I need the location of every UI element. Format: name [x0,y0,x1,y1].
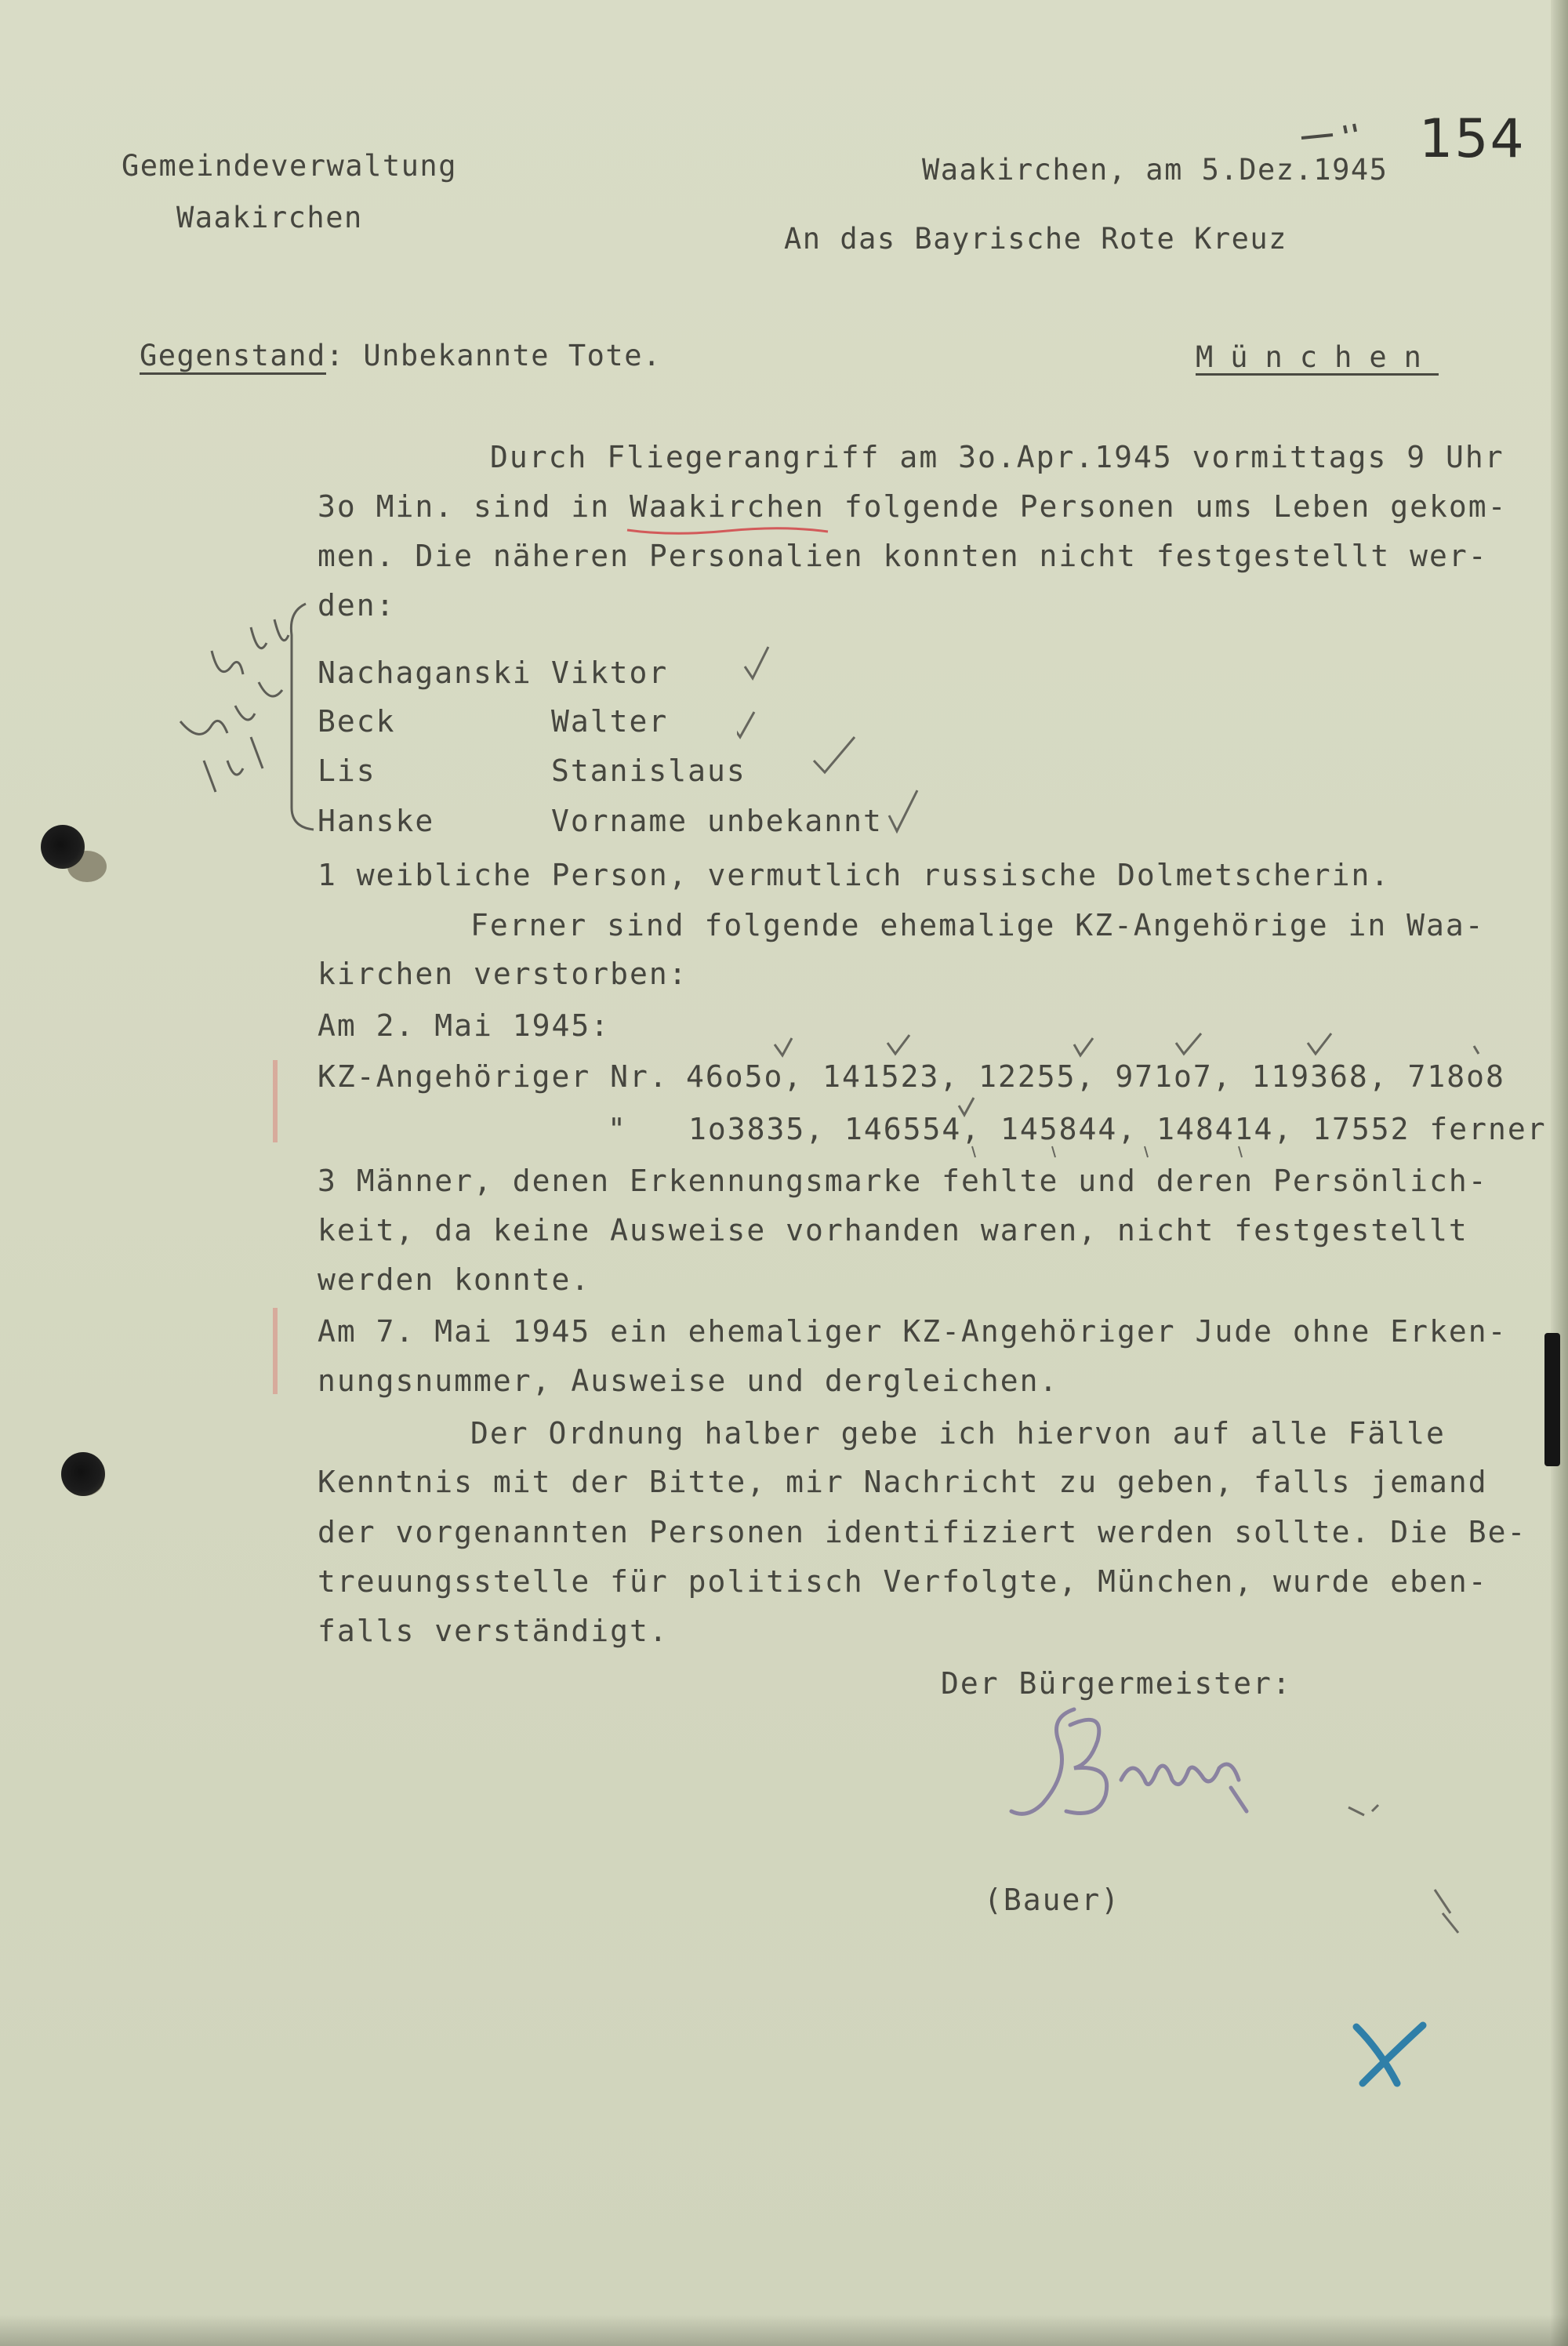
subject-line [140,340,662,372]
sender-line1: Gemeindeverwaltung [122,149,457,183]
punch-hole-top [41,825,85,869]
victim-4-given: Vorname unbekannt [551,804,883,838]
victim-1-given: Viktor [551,656,669,690]
kz-check-marks-icon [768,1027,1505,1168]
para5-line1: Der Ordnung halber gebe ich hiervon auf alle Fälle [470,1416,1446,1451]
kz-numbers-row2: 1o3835, 146554, 145844, 148414, 17552 ferner [688,1112,1547,1146]
para5-line2: Kenntnis mit der Bitte, mir Nachricht zu geben, falls jemand [318,1465,1488,1499]
victim-4-surname: Hanske [318,804,435,838]
para3-line3: werden konnte. [318,1262,591,1297]
page-right-edge [1551,0,1568,2346]
place-date: Waakirchen, am 5.Dez.1945 [922,153,1388,187]
signature-printed-name: (Bauer) [984,1883,1121,1917]
victim-2-surname: Beck [318,704,396,739]
date-may2: Am 2. Mai 1945: [318,1008,611,1043]
kz-prefix: KZ-Angehöriger Nr. [318,1059,669,1094]
subject-colon: : [325,339,345,372]
para1-line2: 3o Min. sind in Waakirchen folgende Personen ums Leben gekom- [318,489,1508,524]
page-bottom-edge [0,2315,1568,2346]
check-mark-icon [886,784,933,839]
para2-line1: Ferner sind folgende ehemalige KZ-Angehörige in Waa- [470,908,1485,942]
kz-numbers-row1: 46o5o, 141523, 12255, 971o7, 119368, 718o8 [686,1059,1505,1094]
para5-line4: treuungsstelle für politisch Verfolgte, München, wurde eben- [318,1564,1488,1599]
para5-line5: falls verständigt. [318,1614,669,1648]
blue-crayon-x-icon [1348,2019,1435,2090]
victim-3-given: Stanislaus [551,754,746,788]
punch-hole-bottom [61,1452,105,1496]
para3-line1: 3 Männer, denen Erkennungsmarke fehlte und deren Persönlich- [318,1164,1488,1198]
pencil-mark-icon [1298,116,1384,147]
para1-line4: den: [318,588,396,623]
para3-line2: keit, da keine Ausweise vorhanden waren, nicht festgestellt [318,1213,1468,1247]
victim-3-surname: Lis [318,754,376,788]
para4-line2: nungsnummer, Ausweise und dergleichen. [318,1364,1059,1398]
binder-clip-mark [1544,1333,1560,1466]
para1-line3: men. Die näheren Personalien konnten nicht festgestellt wer- [318,539,1488,573]
para1-line1: Durch Fliegerangriff am 3o.Apr.1945 vormittags 9 Uhr [490,440,1504,474]
para5-line3: der vorgenannten Personen identifiziert werden sollte. Die Be- [318,1515,1527,1549]
signature-title: Der Bürgermeister: [941,1666,1292,1701]
subject-text: Unbekannte Tote. [363,339,662,372]
page-number: 154 [1419,108,1526,170]
victim-2-given: Walter [551,704,669,739]
red-underline-mark [626,524,829,538]
recipient: An das Bayrische Rote Kreuz [784,222,1287,256]
female-line: 1 weibliche Person, vermutlich russische Dolmetscherin. [318,858,1391,892]
sender-line2: Waakirchen [176,201,363,234]
handwritten-signature-icon [996,1694,1309,1827]
subject-label: Gegenstand [140,339,326,375]
victim-1-surname: Nachaganski [318,656,532,690]
red-margin-mark [273,1060,278,1142]
pencil-bracket-annotation-icon [157,580,329,839]
kz-ditto: " [608,1112,627,1146]
recipient-city: München [1196,340,1439,374]
para2-line2: kirchen verstorben: [318,957,688,991]
para4-line1: Am 7. Mai 1945 ein ehemaliger KZ-Angehöriger Jude ohne Erken- [318,1314,1508,1349]
red-margin-mark [273,1308,278,1394]
pencil-tick-icon [1333,1796,1490,1952]
check-marks-icon [737,643,894,847]
